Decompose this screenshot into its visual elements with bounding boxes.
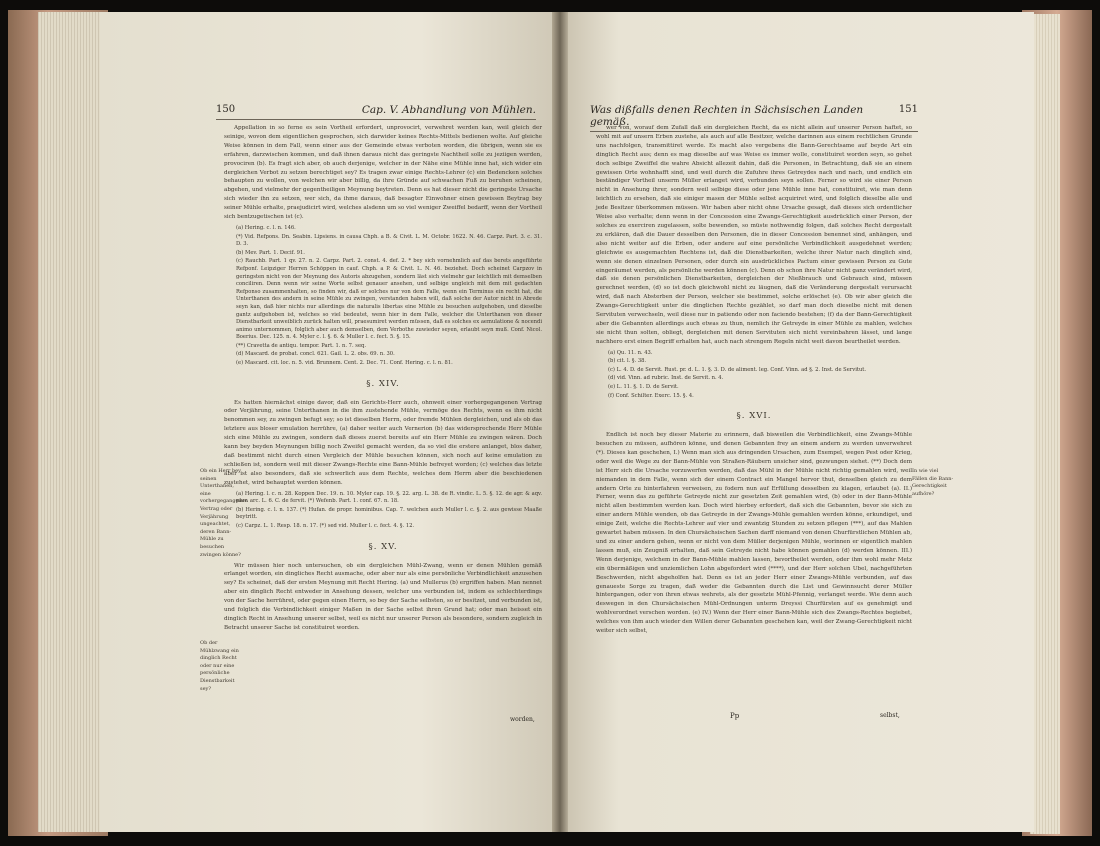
paragraph-xvi: Endlich ist noch bey dieser Materie zu erinnern, daß bisweilen die Verbindlichkeit, eine Zwangs-Mühle besuchen zu müssen, aufhören könne, und denen Gebannten frey an einem andern zu werden unverwehret (*). Dieses kan geschehen, I.) Wenn man sich aus dringenden Ursachen, zum Exempel, wegen Pest oder Krieg, oder weil die Wege zu der Bann-Mühle von Straßen-Räubern unsicher sind, gezwungen siehet. (**) Doch dem ist Herr sich die Ursache vorzuwerfen werden, daß das Mühl in der Mühle nicht richtig gemahlen wird, weil niemanden in dem Falle, wenn sich der einem Contract ein Mangel hervor thut, denselben gleich zu dem andern Orte zu hinterfahren verweisen, zu fodern nun auf Erfüllung desselben zu klagen, erlaubet (a). II.) Ferner, wenn das zu geführte Getreyde nicht zur gesetzten Zeit gemahlen wird, (b) oder in der Bann-Mühle nicht allen bestimmten werden kan. Doch wird hierbey erfordert, daß sich die Gebannten, bevor sie sich zu einer andern Mühle wenden, ob das Getreyde in der Zwangs-Mühle gemahlen werden könne, erkundiget, und einige Zeit, welche die Rechts-Lehrer auf vier und zwantzig Stunden zu setzen pflegen (***), auf das Mahlen gewartet haben müssen. In den Chursächsischen Sachen darff niemand von denen Churfürstlichen Mühlen ab, und zu einer andern gehen, wenn er nicht von dem Müller derjenigen Mühle, worinnen er eigentlich mahlen lassen muß, ein Zeugniß erhalten, daß sein Getreyde nicht habe können gemahlen (d) werden können. III.) Wenn derjenige, welchem in der Bann-Mühle mahlen lassen, bevortheilet werden, oder ihm wohl mehr Metz ein übermäßigen und unziemlichen Lohn abgefordert wird (****), und der Herr solchen Ubel, nachgeführten Beschwerden, nicht abgeholfen hat. Denn es ist an jeder Herr einer Zwangs-Mühle verbunden, auf das genaueste Sorge zu tragen, daß weder die Gebannten durch die List und Gewinnsucht derer Müller hintergangen, oder von ihren etwas wehrets, als der gesetzte Mühl-Pfennig, verlanget werde. Wie denn auch deswegen in den Chursächsischen Mühl-Ordnungen unterm Dreyssi Churfürsten auf es genehmigt und wohlverordnet verschen worden. (e) IV.) Wenn der Herr einer Bann-Mühle sich des Zwangs-Rechtes begiebet, welches von ihm auch wieder den Willen derer Gebannten geschehen kan, weil der Zwang-Gerechtigkeit nicht weiter sich selbst, [596, 432, 912, 635]
footnote: (b) Mev. Part. 1. Decif. 91. [236, 249, 305, 256]
section-heading-xiv: §. XIV. [366, 378, 400, 389]
footnote: (a) Hering. c. l. n. 146. [236, 224, 296, 231]
footnote: (c) L. 4. D. de Servit. Rust. pr. d. L. 1. §. 3. D. de aliment. leg. Conf. Vinn. ad §. 2. Inst. de Servitut. [608, 366, 867, 373]
book-gutter [552, 12, 568, 832]
paragraph-xiv: Es hatten hiernächst einige davor, daß ein Gerichts-Herr auch, ohnweit einer vorhergegangenen Vertrag oder Verjährung, seine Unterthanen in die ihm zustehende Mühle, vermöge des Rechts, wenn es ihm nicht benommen sey, zu zwingen befugt sey; so ist dieselben Herrn, oder fremde Mühlen dergleichen, und als ob das letztere aus bloser emulation herrühre, (a) daher weiter auch Vernerion (b) das widersprechende Herr Mühle sich eine Mühle zu zwingen, sondern daß dieses zuerst bereits auf ein Herr Mühle zu zwingen wären. Doch kann bey beyden Meynungen billig noch Zweifel gemacht werden, da so viel die erstere anlanget, blos daher, daß bestimmt nicht durch einen Vergleich der Mühle besuchen können, sich noch auf keine emulation zu schließen ist, sondern weil mit dieser Zwangs-Rechte eine Bann-Mühle befreyet worden; (c) welches das letzte aber ist also besonders, daß sie schwerlich aus dem Rechte, welches dem Herrn aber die beschiedenen zustehet, wird behauptet werden können. [224, 399, 542, 486]
footnote: (a) Hering. l. c. n. 28. Koppen Dec. 19. n. 10. Myler cap. 19. §. 22. arg. L. 38. de R. vindic. L. 5. §. 12. de agr. & aqv. pluv. arc. L. 6. C. de fervit. (*) Wefenb. Part. 1. conf. 67. n. 18. [236, 490, 542, 505]
margin-note-xiv: Ob ein Herr bey seinen Unterthanen, eine vorhergegangenen Vertrag oder Verjährung ungeachtet, deren Bann-Mühle zu besuchen zwingen könne? [200, 468, 248, 558]
footnote: (a) Qu. 11. n. 43. [608, 349, 653, 356]
right-paragraph-1: wer von, worauf dem Zufall daß ein dergleichen Recht, da es nicht allein auf unserer Person haftet, so wohl mit auf unsern Erben zustehe, als auch auf alle Besitzer, welche darinnen aus einem rechtlichen Grunde uns nachfolgen, transmittiret werde. Es macht also vergebens die Bann-Gerechtsame auf beyde Art ein dinglich Recht aus; denn es mag dieselbe auf was Weise es immer wolle, constituiret worden seyn, so gehet doch selbige Zweiffel die wahre Absicht allezeit dahin, daß die Personen, in Betrachtung, daß sie an einem gewissen Orte wohnhafft sind, und weil durch die Zufuhre ihres Getreydes nach und nach, und endlich ein beständiger Vortheil unserm Müller erlanget wird, verbunden seyn sollen. Ferner so wird sie einer Person nicht in Ansehung ihrer, sondern weil selbige diese oder jene Mühle inne hat, constituiret, wie man denn leichtlich zu ersehen, daß sie einiger masen der Mühle selbst acquiriret wird, und folglich dieselbe alle und jede Besitzer überkommen müssen. Wir haben aber nicht ohne Ursache gesagt, daß dieses sich ordentlicher Weise also verhalte; denn wenn in der Concession eine Zwangs-Gerechtigkeit ausdrücklich einer Person, der solches zu exerciren zugelassen, solte bewenden, so müste nothwendig folgen, daß solches Recht dergestalt zu erklären, daß die Dauer desselben den Personen, die in dieser Concession benennet sind, anhängen, und also nicht weiter auf die Erben, oder andere auf eine persönliche Verbindlichkeit ausgedehnet werden; gleichwie es ausgemachten Rechtens ist, daß die Dienstbarkeiten, welche ihrer Natur nach dinglich sind, wenn sie denen einzelnen Personen, oder durch ein ausdrückliches Pactum einer gewissen Person zu Gute eingeräumet werden, als persönliche werden können (c). Denn ob schon ihre Natur nicht ganz verändert wird, daß sie denen persönlichen Dienstbarkeiten, dergleichen der Nießbrauch und Gebrauch sind, müssen gerechnet werden, (d) so ist doch gleichwohl nicht zu läugnen, daß die Veränderung dergestalt verursacht wird, daß nach Absterben der Person, welcher sie bestimmet, solche erlöschet (e). Ob wir aber gleich die Zwangs-Gerechtigkeit unter die dinglichen Rechte gezählet, so darf man doch dieselbe nicht mit denen Servituten verwechseln, weil diese nur in patiendo oder non faciendo bestehen; (f) da der Bann-Gerechtigkeit aber die Gebannten allerdings auch etwas zu thun, nemlich ihr Getreyde in einer Mühle zu mahlen, welches sie nicht thun solten, obliegt, dergleichen mit denen Servituten sich nicht vereinbahren lässet, und lange nachhero erst einen Begriff erhalten hat, auch nach strengem Regeln nicht weit davon beurtheilet werden. [596, 125, 912, 345]
right-text-column [596, 124, 912, 639]
footnote: (b) Hering. c. l. n. 137. (*) Hufan. de propr. hominibus. Cap. 7. welchen auch Muller l. c. §. 2. aus gewisse Maaße beytritt. [236, 506, 542, 521]
section-heading-xvi: §. XVI. [736, 411, 772, 422]
section-heading-xv: §. XV. [368, 541, 398, 552]
footnote: (e) L. 11. §. 1. D. de Servit. [608, 384, 679, 391]
margin-note-xvi: In wie viel Fällen die Bann-Gerechtigkeit aufhöre? [912, 468, 954, 497]
paragraph-xv: Wir müssen hier noch untersuchen, ob ein dergleichen Mühl-Zwang, wenn er denen Mühlen gemäß erlanget worden, ein dingliches Recht ausmache, oder aber nur als eine persönliche Verbindlichkeit anzusehen sey? Es scheinet, daß der ersten Meynung mit Recht Hering. (a) und Mullerus (b) ergriffen haben. Man nennet aber ein dinglich Recht entweder in Ansehung dessen, welcher uns verbunden ist, indem es schlechterdings von der Sache herrühret, oder gegen einen Herrn, so bey der Sache selbsten, so er besitzet, und verbunden ist, und folglich die Verbindlichkeit einiger Maßen in der Sache selbst ihren Grund hat; oder man heisset ein dinglich Recht in Ansehung unserer selbst, weil es nicht nur unserer Person als besondere, sondern zugleich in Betracht unserer Sache ist constituiret worden. [224, 562, 542, 631]
right-page-number: 151 [898, 104, 918, 115]
right-running-title: Was dißfalls denen Rechten in Sächsischen Landen gemäß. [590, 104, 864, 128]
left-running-head [216, 104, 536, 120]
signature-mark: Pp [730, 712, 740, 720]
margin-note-xv: Ob der Mühlzwang ein dinglich Recht oder nur eine persönliche Dienstbarkeit sey? [200, 640, 239, 692]
left-page-number: 150 [216, 104, 236, 115]
right-catchword: selbst, [880, 712, 900, 719]
footnote: (f) Conf. Schilter. Exerc. 15. §. 4. [608, 392, 694, 399]
left-text-column [224, 124, 542, 636]
left-paragraph-1: Appellation in so ferne es sein Vortheil erfordert, unprovocirt, verwehret werden kan, weil gleich der seinige, wovon dem eigentlichen gesprochen, sich darwider keines Rechts-Mittels bedienen wolte. Auf gleiche Weise können in dem Fall, wenn einer aus der Gemeinde etwas verboten worden, die übrigen, wenn sie es erfahren, darzwischen kommen, und daß ihnen daraus nicht das geringste Nachtheil solle zu jeziigen werden, provociren (b). Es fragt sich aber, ob auch derjenige, welcher in der Nähe eine Mühle inne hat, sich wider ein dergleichen Verbot zu setzen berechtiget sey? Es tragen zwar einige Rechts-Lehrer (c) ein Bedencken solches behaupten zu wollen, von welchen wir aber billig, da ihre Gründe auf schwachen Fuß zu beruhen scheinen, abgehen, und vielmehr der gegentheiligen Meynung beytreten. Denn es hat dieser nicht die geringste Ursache sich wieder ihn zu setzen, wer sich, da ihme daraus, daß besagter Einwohner einen gewissen Beytrag bey seiner Mühle erhalte, praejudicirt wird, welches alsdenn um so viel weniger Zweiffel bedarff, wenn der Vortheil sich bentzugetischen ist (c). [224, 125, 542, 221]
footnote: (*) Vid. Refpons. Dn. Seabin. Lipsiens. in causa Chph. a B. & Civit. L. M. Octobr. 1622. N. 46. Carpz. Part. 3. c. 31. D. 3. [236, 233, 542, 248]
footnote: (e) Mascard. cit. loc. n. 5. vid. Brunnem. Cent. 2. Dec. 71. Conf. Hering. c. l. n. 81. [236, 360, 453, 367]
page-edges-left [38, 12, 108, 832]
footnote: (c) Carpz. L. 1. Resp. 18. n. 17. (*) sed vid. Muller l. c. fect. 4. §. 12. [236, 523, 415, 529]
footnote: (d) Mascard. de probat. concl. 621. Gail. L. 2. obs. 69. n. 30. [236, 351, 395, 358]
page-edges-right [1030, 14, 1060, 834]
left-catchword: worden, [510, 716, 535, 723]
footnote: (c) Rauchb. Part. 1 qv. 27. n. 2. Carpz. Part. 2. const. 4. def. 2. * bey sich vornehmlich auf das berets angeführte Refponf. Leipziger Herren Schöppen in cauf. Chph. a P. & Civit. L. N. 46. beziehet. Doch scheinet Carpzov in geringsten nicht von der Meynung des Autoris abzugehen, sondern läst sich vielmehr gar leichtlich mit demselben conciliren. Denn wenn wir seine Worte selbst genauer ansehen, und selbige ungleich mit dem mit gedachten Refponso zusammenhalten, so finden wir, daß er solches nur von dem Falle, wenn ein Terminus ein recht hat, die Unterthanen des andern in seine Mühle zu zwingen, verstanden haben will, daß solche der Autor nicht in Abrede seyn kan, daß hier nichts nur allerdings die naturalis libertas eine Mühle zu besuchen aufgehoben, und dieselbe gantz aufgehoben ist, welches so viel bedeutet, wenn hier in dem Falle, welcher die Unterthanen von dieser Dienstbarkeit unweiblich zurück halten will, praesumiret werden müssen, daß es solches ex aemulatione & nocendi animo unternommen, folglich aber auch demselben, dem Verbothe zuwieder seyen, erlaubt seyn muß. Conf. Nicol. Boerius. Dec. 125. n. 4. Myler c. l. §. 6. & Muller l. c. fect. 5. §. 15. [236, 258, 542, 341]
footnote: (d) vid. Vinn. ad rubric. Inst. de Servit. n. 4. [608, 375, 724, 382]
footnote: (b) cit. l. §. 38. [608, 358, 647, 365]
left-running-title: Cap. V. Abhandlung von Mühlen. [361, 104, 536, 116]
footnote: (**) Cravetta de antiqu. tempor. Part. 1. n. 7. seq. [236, 342, 366, 349]
